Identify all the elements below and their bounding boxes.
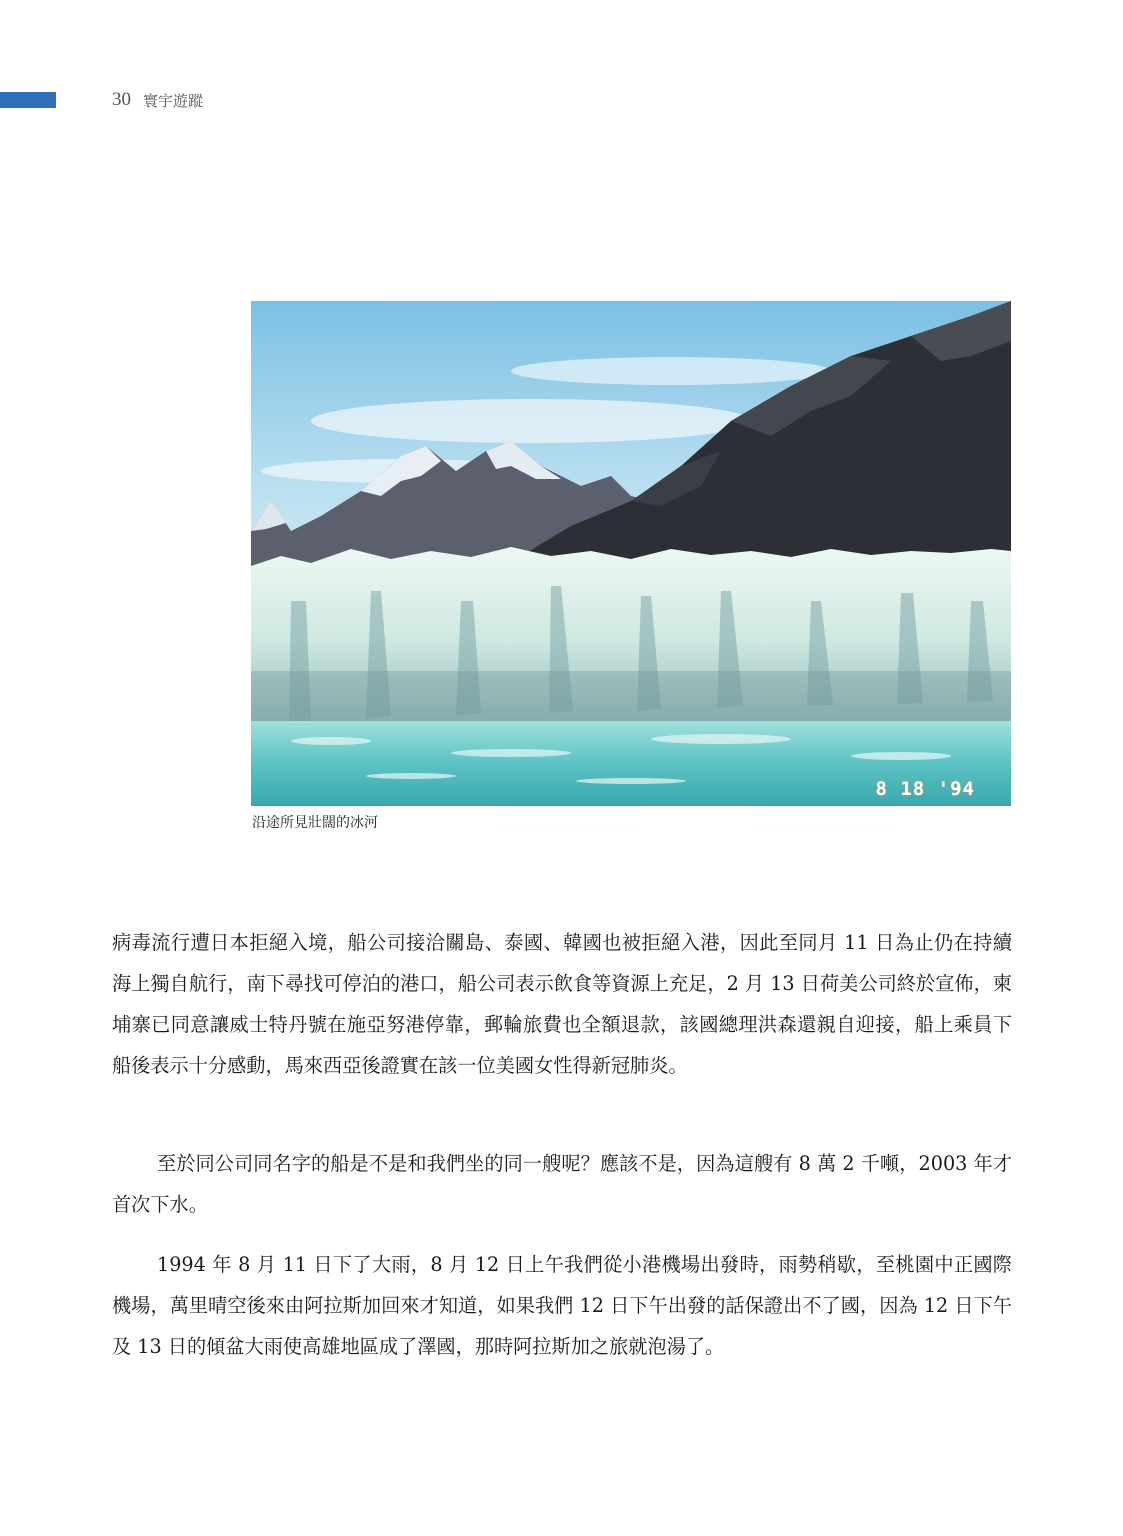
photo-date-stamp: 8 18 '94: [875, 778, 975, 800]
glacier-illustration: [251, 301, 1011, 806]
glacier-photo: [251, 301, 1011, 806]
paragraph-2: 至於同公司同名字的船是不是和我們坐的同一艘呢？應該不是，因為這艘有 8 萬 2 千噸，2003 年才首次下水。: [112, 1152, 1012, 1216]
photo-caption: 沿途所見壯闊的冰河: [252, 815, 378, 831]
running-header: [112, 88, 203, 112]
paragraph-3: 1994 年 8 月 11 日下了大雨，8 月 12 日上午我們從小港機場出發時，雨勢稍歇，至桃園中正國際機場，萬里晴空後來由阿拉斯加回來才知道，如果我們 12 日下午出發的話保證出不了國，因為 12 日下午及 13 日的傾盆大雨使高雄地區成了澤國，那時阿拉斯加之旅就泡湯了。: [112, 1253, 1012, 1358]
book-title: 寰宇遊蹤: [143, 91, 204, 110]
section-tab-marker: [0, 92, 56, 108]
page-number: 30: [112, 89, 131, 110]
paragraph-1: 病毒流行遭日本拒絕入境，船公司接洽關島、泰國、韓國也被拒絕入港，因此至同月 11 日為止仍在持續海上獨自航行，南下尋找可停泊的港口，船公司表示飲食等資源上充足，2 月 13 日荷美公司終於宣佈，柬埔寨已同意讓威士特丹號在施亞努港停靠，郵輪旅費也全額退款，該國總理洪森還親自迎接，船上乘員下船後表示十分感動，馬來西亞後證實在該一位美國女性得新冠肺炎。: [112, 931, 1012, 1077]
